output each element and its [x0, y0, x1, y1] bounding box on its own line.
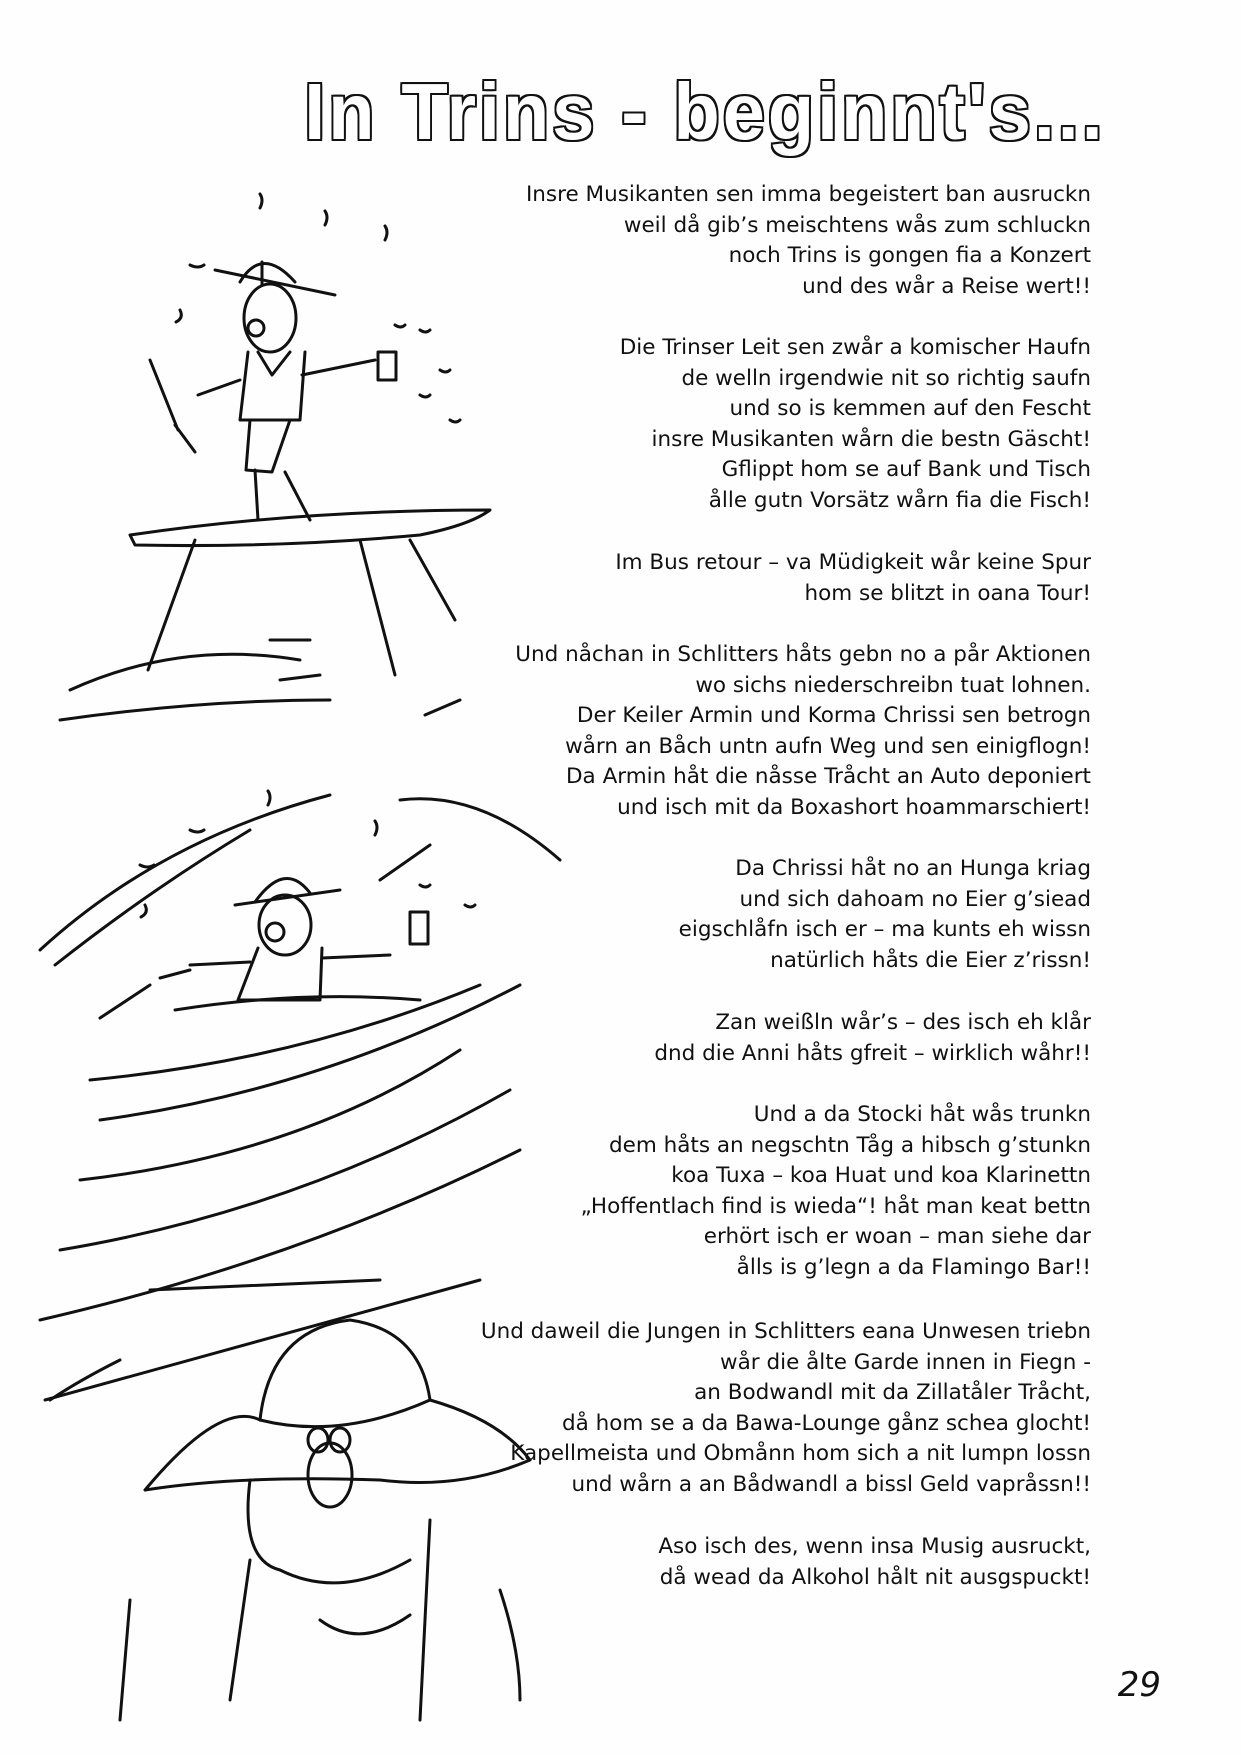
poem-line: Insre Musikanten sen imma begeistert ban ausruckn [525, 182, 1091, 207]
poem [526, 180, 1091, 302]
poem-line: natürlich håts die Eier z’rissn! [770, 947, 1091, 973]
poem-line: dem håts an negschtn Tåg a hibsch g’stunkn [608, 1132, 1091, 1158]
stanza-7 [581, 1100, 1091, 1283]
poem-line: erhört isch er woan – man siehe dar [703, 1224, 1091, 1249]
poem-line: Gflippt hom se auf Bank und Tisch [721, 457, 1091, 482]
poem-line: noch Trins is gongen fia a Konzert [728, 243, 1091, 268]
poem-line: koa Tuxa – koa Huat und koa Klarinettn [671, 1163, 1091, 1188]
poem-line: an Bodwandl mit da Zillatåler Tråcht, [694, 1380, 1091, 1405]
poem-line: Zan weißln wår’s – des isch eh klår [715, 1010, 1091, 1035]
poem-line: und wårn a an Bådwandl a bissl Geld vapråssn!! [571, 1471, 1091, 1497]
man-with-hat-drawing [50, 1280, 530, 1720]
stanza-6 [654, 1008, 1091, 1069]
page-number: 29 [1117, 1665, 1161, 1705]
poem-block-8 [481, 1317, 1091, 1500]
poem-line: insre Musikanten wårn die bestn Gäscht! [651, 426, 1091, 452]
poem-line: Kapellmeista und Obmånn hom sich a nit lumpn lossn [510, 1441, 1091, 1466]
poem-line: und so is kemmen auf den Fescht [729, 396, 1091, 421]
poem-line: wår die ålte Garde innen in Fiegn - [720, 1349, 1091, 1375]
stanza-5 [679, 854, 1091, 976]
poem-line: und sich dahoam no Eier g’siead [739, 886, 1091, 912]
poem-block-2 [620, 333, 1091, 516]
poem-line: ålls is g’legn a da Flamingo Bar!! [736, 1254, 1091, 1280]
poem-block-3 [615, 548, 1091, 609]
poem-line: då hom se a da Bawa-Lounge gånz schea glocht! [561, 1410, 1091, 1436]
stanza-9 [658, 1532, 1091, 1593]
poem-line: und isch mit da Boxashort hoammarschiert! [617, 794, 1091, 820]
poem-line: weil då gib’s meischtens wås zum schluckn [623, 212, 1091, 238]
poem-line: hom se blitzt in oana Tour! [804, 580, 1091, 606]
poem-block-9 [658, 1532, 1091, 1593]
musician-on-table-drawing [60, 194, 490, 720]
stanza-3 [615, 548, 1091, 609]
stanza-1 [526, 180, 1091, 302]
poem-line: då wead da Alkohol hålt nit ausgspuckt! [659, 1564, 1091, 1590]
poem-line: Und nåchan in Schlitters håts gebn no a pår Aktionen [515, 642, 1091, 667]
stanza-4 [515, 640, 1091, 823]
stanza-8 [481, 1317, 1091, 1500]
musician-in-water-drawing [40, 791, 560, 1400]
poem-block-6 [654, 1008, 1091, 1069]
poem-line: „Hoffentlach find is wieda“! håt man keat bettn [580, 1193, 1091, 1219]
stanza-2 [620, 333, 1091, 516]
poem-line: Und daweil die Jungen in Schlitters eana Unwesen triebn [480, 1319, 1091, 1344]
poem-line: Aso isch des, wenn insa Musig ausruckt, [658, 1534, 1091, 1559]
poem-block-7 [581, 1100, 1091, 1283]
poem-line: Da Chrissi håt no an Hunga kriag [735, 856, 1091, 881]
poem-block-5 [679, 854, 1091, 976]
poem-line: wårn an Båch untn aufn Weg und sen einigflogn! [565, 733, 1091, 759]
poem-line: Die Trinser Leit sen zwår a komischer Haufn [619, 335, 1091, 360]
page-title: In Trins - beginnt's... [304, 67, 1106, 156]
poem-block-4 [515, 640, 1091, 823]
poem-line: de welln irgendwie nit so richtig saufn [681, 365, 1091, 391]
poem-line: eigschlåfn isch er – ma kunts eh wissn [678, 917, 1091, 942]
poem-line: Im Bus retour – va Müdigkeit wår keine Spur [615, 550, 1091, 575]
poem-line: wo sichs niederschreibn tuat lohnen. [695, 672, 1091, 698]
poem-line: Da Armin håt die nåsse Tråcht an Auto deponiert [566, 764, 1091, 789]
poem-line: Und a da Stocki håt wås trunkn [753, 1102, 1091, 1127]
poem-line: ålle gutn Vorsätz wårn fia die Fisch! [708, 487, 1091, 513]
poem-line: dnd die Anni håts gfreit – wirklich wåhr!! [654, 1040, 1091, 1066]
poem-line: und des wår a Reise wert!! [802, 273, 1091, 299]
poem-line: Der Keiler Armin und Korma Chrissi sen betrogn [576, 703, 1091, 728]
